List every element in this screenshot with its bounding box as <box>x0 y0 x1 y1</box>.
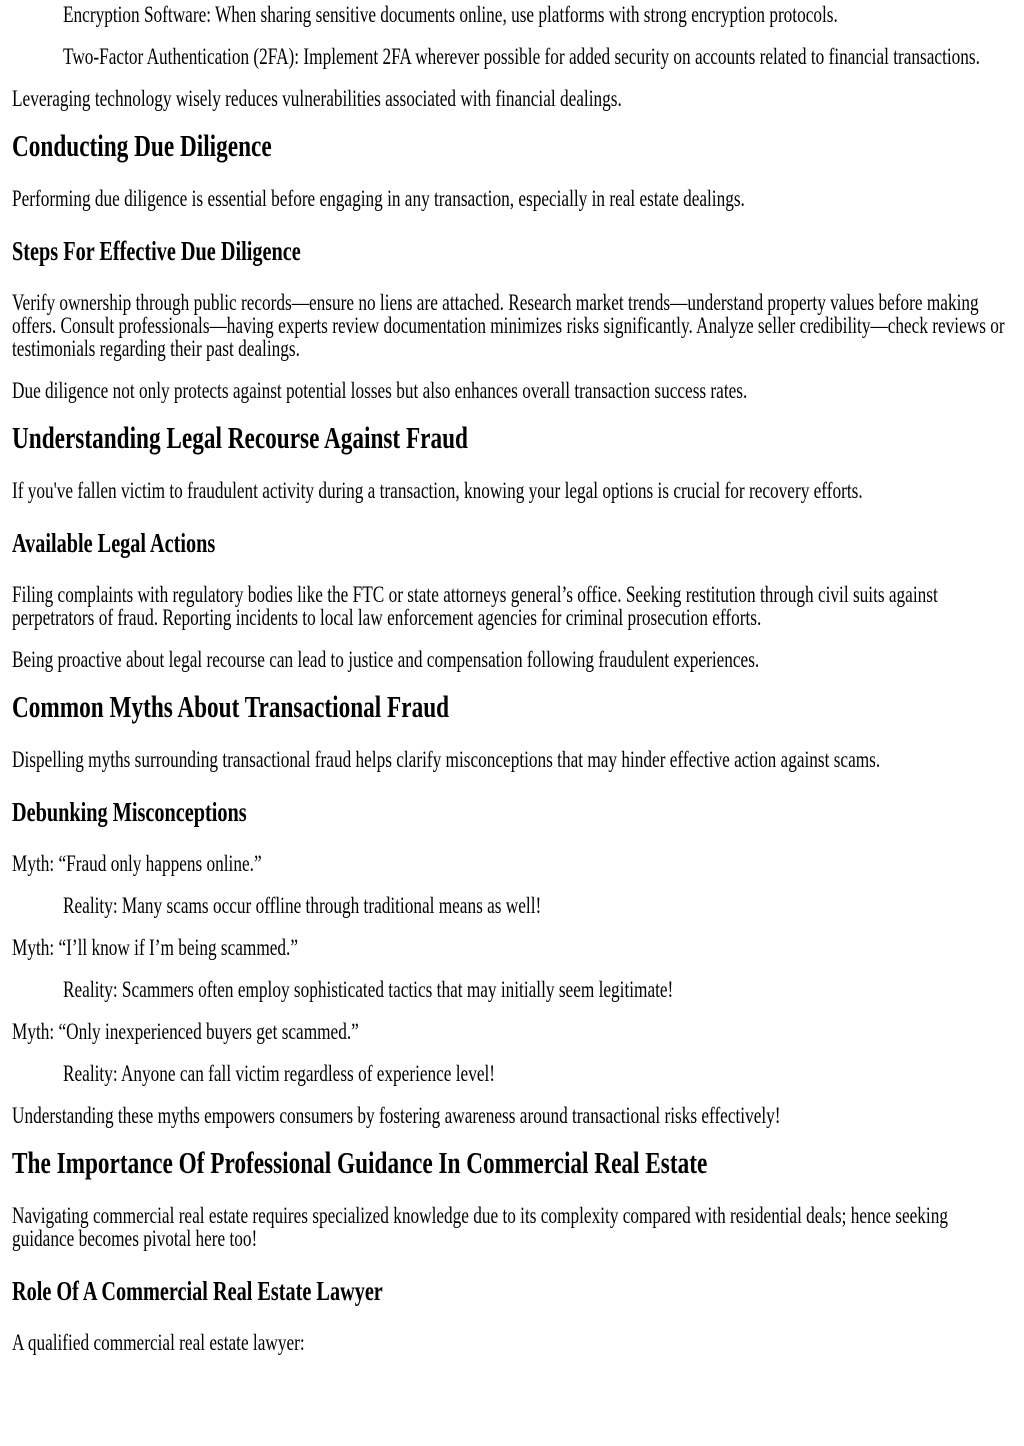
paragraph-myth-online-only: Myth: “Fraud only happens online.” <box>12 851 262 876</box>
heading-professional-guidance-commercial-real-estate: The Importance Of Professional Guidance In Commercial Real Estate <box>12 1145 708 1180</box>
subheading-steps-for-effective-due-diligence: Steps For Effective Due Diligence <box>12 236 301 266</box>
paragraph-understanding-myths: Understanding these myths empowers consumers by fostering awareness around transactional risks effectively! <box>12 1103 781 1128</box>
paragraph-reality-offline-scams: Reality: Many scams occur offline through traditional means as well! <box>63 893 542 918</box>
heading-understanding-legal-recourse: Understanding Legal Recourse Against Fraud <box>12 420 468 455</box>
paragraph-legal-actions-list: Filing complaints with regulatory bodies like the FTC or state attorneys general’s office. Seeking restitution through civil suits against perpetrators of fraud. Reporting incidents to local law enforcement agencies for criminal prosecution efforts. <box>12 582 938 630</box>
paragraph-reality-anyone-can-fall-victim: Reality: Anyone can fall victim regardless of experience level! <box>63 1061 496 1086</box>
heading-conducting-due-diligence: Conducting Due Diligence <box>12 128 272 163</box>
paragraph-dispelling-myths: Dispelling myths surrounding transactional fraud helps clarify misconceptions that may hinder effective action against scams. <box>12 747 881 772</box>
paragraph-fraud-victim-options: If you've fallen victim to fraudulent activity during a transaction, knowing your legal options is crucial for recovery efforts. <box>12 478 863 503</box>
subheading-role-of-commercial-real-estate-lawyer: Role Of A Commercial Real Estate Lawyer <box>12 1276 383 1306</box>
paragraph-myth-inexperienced-buyers: Myth: “Only inexperienced buyers get scammed.” <box>12 1019 359 1044</box>
paragraph-myth-know-if-scammed: Myth: “I’ll know if I’m being scammed.” <box>12 935 298 960</box>
paragraph-leveraging-technology: Leveraging technology wisely reduces vulnerabilities associated with financial dealings. <box>12 86 622 111</box>
paragraph-qualified-lawyer-intro: A qualified commercial real estate lawyer: <box>12 1330 305 1355</box>
subheading-debunking-misconceptions: Debunking Misconceptions <box>12 797 247 827</box>
subheading-available-legal-actions: Available Legal Actions <box>12 528 216 558</box>
paragraph-proactive-legal-recourse: Being proactive about legal recourse can lead to justice and compensation following fraudulent experiences. <box>12 647 760 672</box>
paragraph-encryption-software: Encryption Software: When sharing sensitive documents online, use platforms with strong encryption protocols. <box>63 2 838 27</box>
heading-common-myths: Common Myths About Transactional Fraud <box>12 689 450 724</box>
paragraph-due-diligence-benefits: Due diligence not only protects against potential losses but also enhances overall transaction success rates. <box>12 378 748 403</box>
paragraph-navigating-commercial-real-estate: Navigating commercial real estate requires specialized knowledge due to its complexity compared with residential deals; hence seeking guidance becomes pivotal here too! <box>12 1203 948 1251</box>
paragraph-performing-due-diligence: Performing due diligence is essential before engaging in any transaction, especially in real estate dealings. <box>12 186 745 211</box>
paragraph-reality-sophisticated-tactics: Reality: Scammers often employ sophisticated tactics that may initially seem legitimate! <box>63 977 674 1002</box>
paragraph-two-factor-authentication: Two-Factor Authentication (2FA): Implement 2FA wherever possible for added security on accounts related to financial transactions. <box>63 44 980 69</box>
paragraph-due-diligence-steps: Verify ownership through public records—ensure no liens are attached. Research market trends—understand property values before making offers. Consult professionals—having experts review documentation minimizes risks significantly. Analyze seller credibility—check reviews or testimonials regarding their past dealings. <box>12 290 1005 361</box>
